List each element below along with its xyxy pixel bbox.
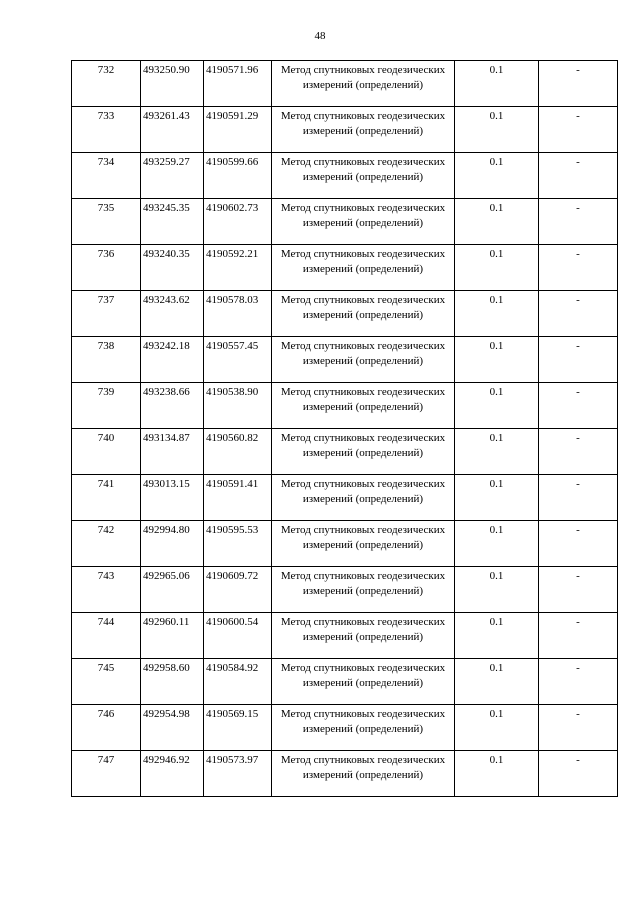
method-cell: Метод спутниковых геодезических измерений (определений): [272, 521, 455, 567]
x-coordinate-cell: 493242.18: [141, 337, 204, 383]
x-coordinate-cell: 493245.35: [141, 199, 204, 245]
table-row: [72, 475, 618, 521]
accuracy-cell: 0.1: [455, 153, 539, 199]
y-coordinate-cell: 4190609.72: [204, 567, 272, 613]
description-cell: -: [539, 61, 618, 107]
accuracy-cell: 0.1: [455, 659, 539, 705]
accuracy-cell: 0.1: [455, 705, 539, 751]
point-number-cell: 744: [72, 613, 141, 659]
x-coordinate-cell: 493250.90: [141, 61, 204, 107]
point-number-cell: 732: [72, 61, 141, 107]
description-cell: -: [539, 521, 618, 567]
method-cell: Метод спутниковых геодезических измерений (определений): [272, 429, 455, 475]
point-number-cell: 746: [72, 705, 141, 751]
x-coordinate-cell: 492958.60: [141, 659, 204, 705]
y-coordinate-cell: 4190600.54: [204, 613, 272, 659]
method-cell: Метод спутниковых геодезических измерений (определений): [272, 751, 455, 797]
point-number-cell: 741: [72, 475, 141, 521]
point-number-cell: 737: [72, 291, 141, 337]
method-cell: Метод спутниковых геодезических измерений (определений): [272, 337, 455, 383]
table-row: [72, 291, 618, 337]
x-coordinate-cell: 492954.98: [141, 705, 204, 751]
table-row: [72, 751, 618, 797]
table-row: [72, 659, 618, 705]
x-coordinate-cell: 492994.80: [141, 521, 204, 567]
table-row: [72, 521, 618, 567]
method-cell: Метод спутниковых геодезических измерений (определений): [272, 475, 455, 521]
table-row: [72, 383, 618, 429]
accuracy-cell: 0.1: [455, 567, 539, 613]
y-coordinate-cell: 4190560.82: [204, 429, 272, 475]
method-cell: Метод спутниковых геодезических измерений (определений): [272, 383, 455, 429]
y-coordinate-cell: 4190595.53: [204, 521, 272, 567]
table-row: [72, 107, 618, 153]
accuracy-cell: 0.1: [455, 475, 539, 521]
description-cell: -: [539, 751, 618, 797]
y-coordinate-cell: 4190591.29: [204, 107, 272, 153]
description-cell: -: [539, 291, 618, 337]
x-coordinate-cell: 493240.35: [141, 245, 204, 291]
point-number-cell: 736: [72, 245, 141, 291]
table-row: [72, 429, 618, 475]
method-cell: Метод спутниковых геодезических измерений (определений): [272, 245, 455, 291]
description-cell: -: [539, 383, 618, 429]
description-cell: -: [539, 153, 618, 199]
point-number-cell: 743: [72, 567, 141, 613]
description-cell: -: [539, 199, 618, 245]
table-row: [72, 613, 618, 659]
table-row: [72, 61, 618, 107]
y-coordinate-cell: 4190578.03: [204, 291, 272, 337]
y-coordinate-cell: 4190584.92: [204, 659, 272, 705]
method-cell: Метод спутниковых геодезических измерений (определений): [272, 613, 455, 659]
point-number-cell: 742: [72, 521, 141, 567]
table-row: [72, 705, 618, 751]
x-coordinate-cell: 493238.66: [141, 383, 204, 429]
table-row: [72, 245, 618, 291]
table-row: [72, 199, 618, 245]
y-coordinate-cell: 4190573.97: [204, 751, 272, 797]
x-coordinate-cell: 492960.11: [141, 613, 204, 659]
method-cell: Метод спутниковых геодезических измерений (определений): [272, 291, 455, 337]
point-number-cell: 745: [72, 659, 141, 705]
coordinates-table: [71, 60, 618, 797]
y-coordinate-cell: 4190557.45: [204, 337, 272, 383]
description-cell: -: [539, 567, 618, 613]
description-cell: -: [539, 613, 618, 659]
accuracy-cell: 0.1: [455, 61, 539, 107]
table-row: [72, 337, 618, 383]
page-number: 48: [314, 30, 326, 42]
y-coordinate-cell: 4190591.41: [204, 475, 272, 521]
point-number-cell: 740: [72, 429, 141, 475]
y-coordinate-cell: 4190569.15: [204, 705, 272, 751]
accuracy-cell: 0.1: [455, 107, 539, 153]
method-cell: Метод спутниковых геодезических измерений (определений): [272, 107, 455, 153]
x-coordinate-cell: 493259.27: [141, 153, 204, 199]
point-number-cell: 747: [72, 751, 141, 797]
coordinates-table-body: [72, 61, 618, 797]
x-coordinate-cell: 492946.92: [141, 751, 204, 797]
description-cell: -: [539, 705, 618, 751]
description-cell: -: [539, 429, 618, 475]
y-coordinate-cell: 4190538.90: [204, 383, 272, 429]
point-number-cell: 733: [72, 107, 141, 153]
method-cell: Метод спутниковых геодезических измерений (определений): [272, 567, 455, 613]
method-cell: Метод спутниковых геодезических измерений (определений): [272, 705, 455, 751]
x-coordinate-cell: 492965.06: [141, 567, 204, 613]
x-coordinate-cell: 493243.62: [141, 291, 204, 337]
method-cell: Метод спутниковых геодезических измерений (определений): [272, 199, 455, 245]
description-cell: -: [539, 659, 618, 705]
accuracy-cell: 0.1: [455, 429, 539, 475]
accuracy-cell: 0.1: [455, 337, 539, 383]
x-coordinate-cell: 493013.15: [141, 475, 204, 521]
y-coordinate-cell: 4190599.66: [204, 153, 272, 199]
point-number-cell: 739: [72, 383, 141, 429]
point-number-cell: 734: [72, 153, 141, 199]
method-cell: Метод спутниковых геодезических измерений (определений): [272, 153, 455, 199]
method-cell: Метод спутниковых геодезических измерений (определений): [272, 61, 455, 107]
y-coordinate-cell: 4190602.73: [204, 199, 272, 245]
x-coordinate-cell: 493134.87: [141, 429, 204, 475]
accuracy-cell: 0.1: [455, 245, 539, 291]
accuracy-cell: 0.1: [455, 383, 539, 429]
method-cell: Метод спутниковых геодезических измерений (определений): [272, 659, 455, 705]
description-cell: -: [539, 337, 618, 383]
accuracy-cell: 0.1: [455, 291, 539, 337]
y-coordinate-cell: 4190592.21: [204, 245, 272, 291]
description-cell: -: [539, 475, 618, 521]
x-coordinate-cell: 493261.43: [141, 107, 204, 153]
point-number-cell: 735: [72, 199, 141, 245]
point-number-cell: 738: [72, 337, 141, 383]
description-cell: -: [539, 245, 618, 291]
accuracy-cell: 0.1: [455, 613, 539, 659]
y-coordinate-cell: 4190571.96: [204, 61, 272, 107]
table-row: [72, 567, 618, 613]
accuracy-cell: 0.1: [455, 521, 539, 567]
table-row: [72, 153, 618, 199]
accuracy-cell: 0.1: [455, 751, 539, 797]
accuracy-cell: 0.1: [455, 199, 539, 245]
description-cell: -: [539, 107, 618, 153]
